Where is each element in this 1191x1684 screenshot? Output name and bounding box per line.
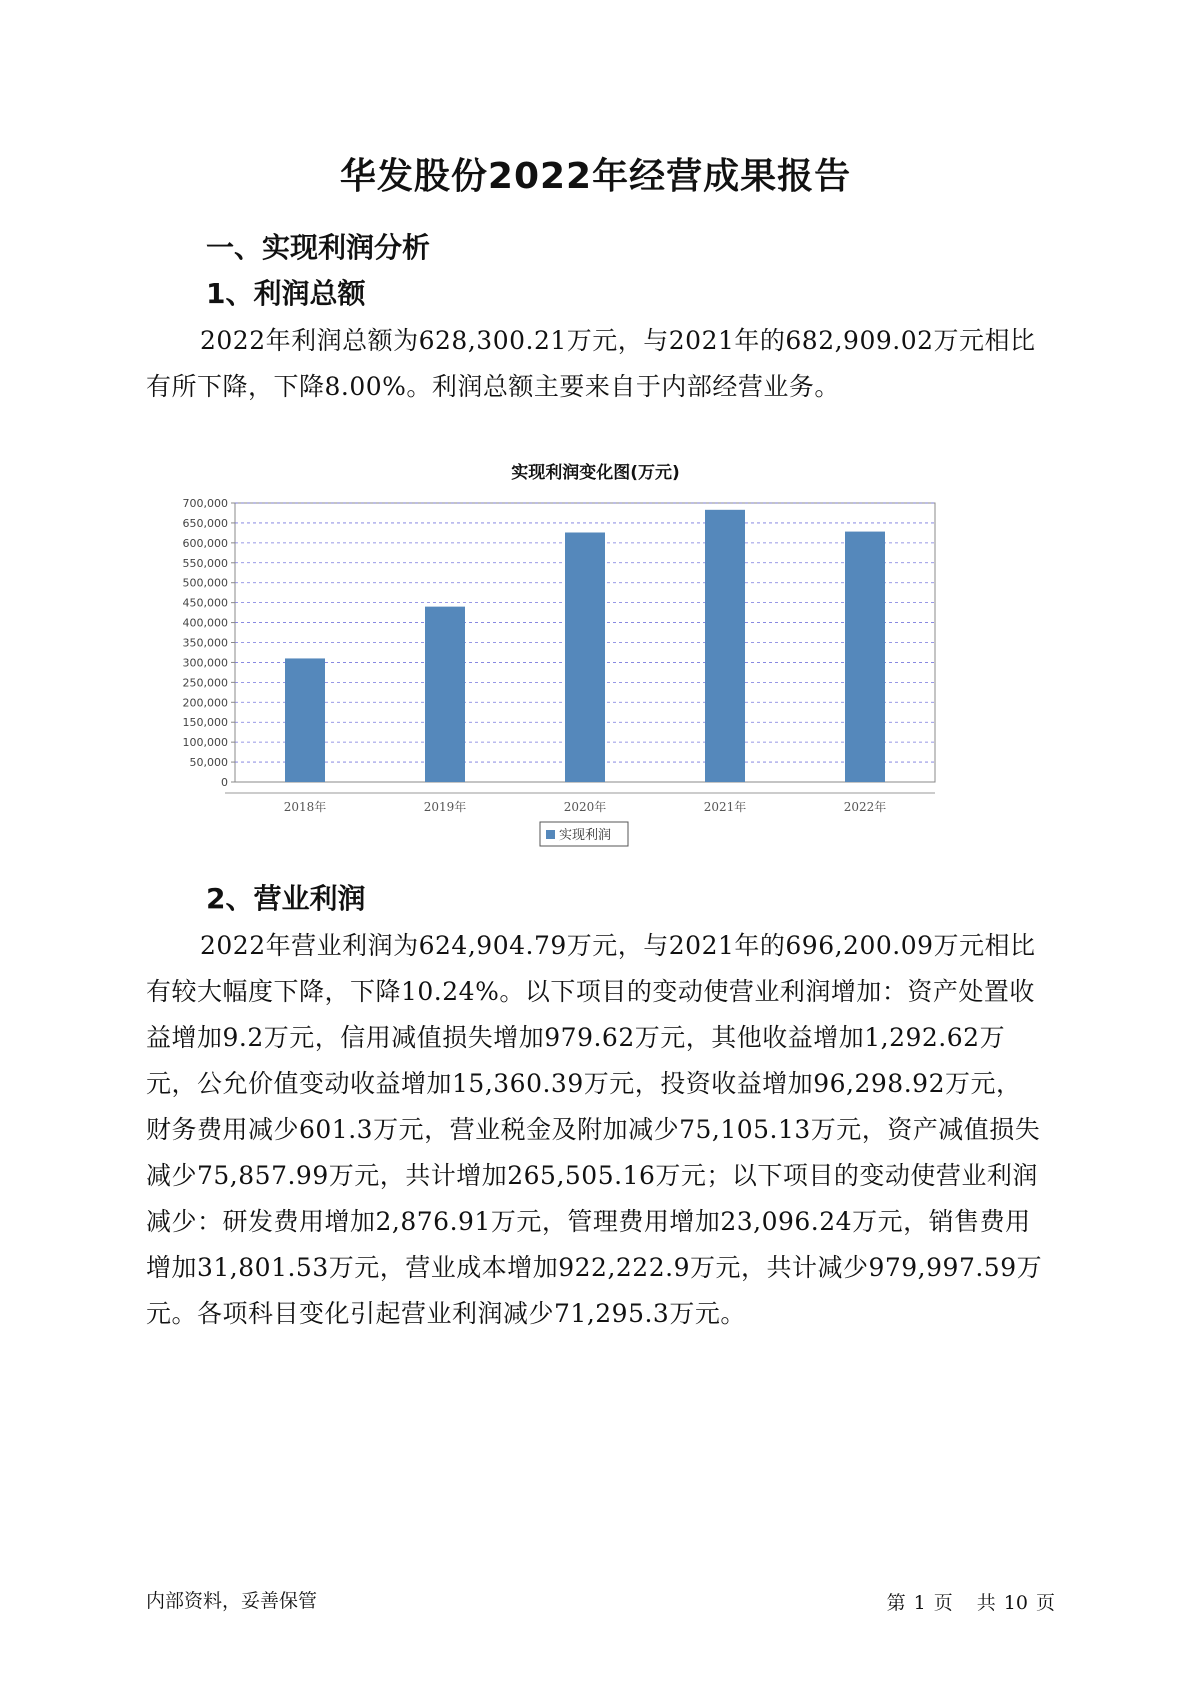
page-number: 1 bbox=[913, 1592, 926, 1614]
total-prefix: 共 bbox=[976, 1592, 996, 1614]
y-tick-label: 200,000 bbox=[182, 696, 228, 710]
bar-2021年 bbox=[705, 510, 745, 782]
y-tick-label: 50,000 bbox=[189, 756, 228, 770]
y-tick-label: 500,000 bbox=[182, 576, 228, 590]
legend-swatch bbox=[546, 830, 555, 839]
y-tick-label: 450,000 bbox=[182, 596, 228, 610]
y-tick-label: 350,000 bbox=[182, 636, 228, 650]
profit-bar-chart bbox=[150, 490, 1030, 910]
footer-page-info bbox=[879, 1588, 1055, 1615]
bar-2020年 bbox=[565, 532, 605, 782]
x-tick-label: 2021年 bbox=[703, 800, 747, 814]
y-tick-label: 100,000 bbox=[182, 736, 228, 750]
x-tick-label: 2022年 bbox=[843, 800, 887, 814]
y-tick-label: 700,000 bbox=[182, 497, 228, 510]
subsection-heading-total-profit: 1、利润总额 bbox=[206, 277, 366, 310]
page-title: 华发股份2022年经营成果报告 bbox=[339, 156, 852, 197]
y-tick-label: 550,000 bbox=[182, 556, 228, 570]
legend-label: 实现利润 bbox=[559, 828, 612, 843]
page-prefix: 第 bbox=[886, 1592, 906, 1614]
x-tick-label: 2018年 bbox=[283, 800, 327, 814]
x-tick-label: 2019年 bbox=[423, 800, 467, 814]
y-tick-label: 150,000 bbox=[182, 716, 228, 730]
y-tick-label: 650,000 bbox=[182, 516, 228, 530]
total-profit-paragraph: 2022年利润总额为628,300.21万元，与2021年的682,909.02万元相比有所下降，下降8.00%。利润总额主要来自于内部经营业务。 bbox=[146, 326, 1036, 401]
bar-2018年 bbox=[285, 658, 325, 782]
x-tick-label: 2020年 bbox=[563, 800, 607, 814]
bar-2022年 bbox=[845, 532, 885, 782]
footer-confidential-note: 内部资料，妥善保管 bbox=[146, 1590, 318, 1612]
section-heading: 一、实现利润分析 bbox=[206, 231, 431, 264]
operating-profit-paragraph: 2022年营业利润为624,904.79万元，与2021年的696,200.09万元相比有较大幅度下降，下降10.24%。以下项目的变动使营业利润增加：资产处置收益增加9.2万元，信用减值损失增加979.62万元，其他收益增加1,292.62万元，公允价值变动收益增加15,360.39万元，投资收益增加96,298.92万元，财务费用减少601.3万元，营业税金及附加减少75,105.13万元，资产减值损失减少75,857.99万元，共计增加265,505.16万元；以下项目的变动使营业利润减少：研发费用增加2,876.91万元，管理费用增加23,096.24万元，销售费用增加31,801.53万元，营业成本增加922,222.9万元，共计减少979,997.59万元。各项科目变化引起营业利润减少71,295.3万元。 bbox=[146, 931, 1043, 1328]
y-tick-label: 250,000 bbox=[182, 676, 228, 690]
y-tick-label: 400,000 bbox=[182, 616, 228, 630]
subsection-heading-operating-profit: 2、营业利润 bbox=[206, 882, 366, 915]
y-tick-label: 600,000 bbox=[182, 536, 228, 550]
y-tick-label: 0 bbox=[221, 776, 228, 789]
chart-title: 实现利润变化图(万元) bbox=[511, 463, 680, 483]
page-suffix: 页 bbox=[933, 1592, 953, 1614]
bar-2019年 bbox=[425, 607, 465, 782]
total-suffix: 页 bbox=[1035, 1592, 1055, 1614]
total-pages: 10 bbox=[1003, 1592, 1028, 1614]
y-tick-label: 300,000 bbox=[182, 656, 228, 670]
